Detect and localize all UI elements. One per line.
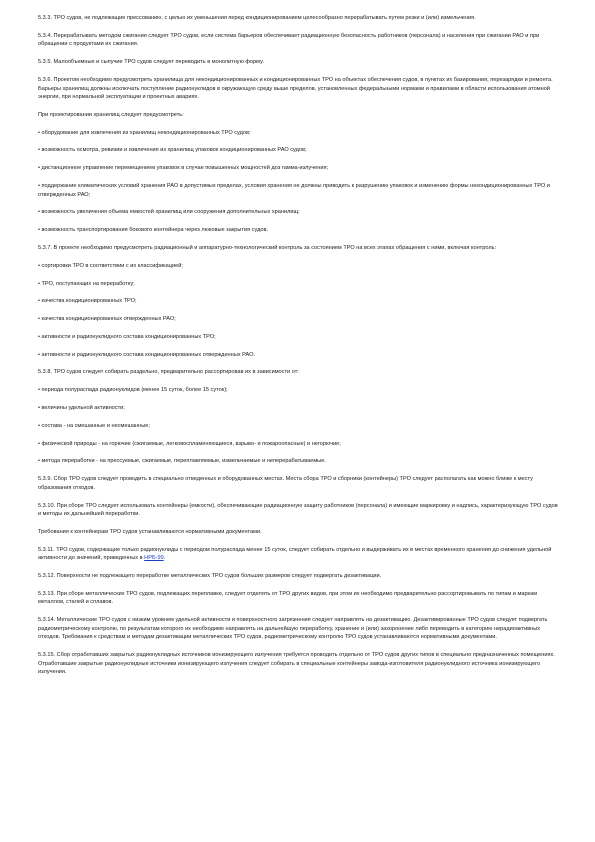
paragraph-storage-intro (38, 111, 559, 120)
paragraph-text: 5.3.3. ТРО судов, не подлежащие прессованию, с целью их уменьшения перед кондиционированием целесообразно перерабатывать путем резки и (или) измельчения. (38, 15, 476, 21)
paragraph-text: 5.3.7. В проекте необходимо предусмотреть радиационный и аппаратурно-технологический контроль за состоянием ТРО на всех этапах обращения с ними, включая контроль: (38, 244, 497, 251)
paragraph-5-3-8 (38, 368, 559, 377)
list-item (38, 457, 559, 466)
list-item-text: • метода переработки - на прессуемые, сжигаемые, переплавляемые, измельчаемые и неперерабатываемые. (38, 458, 326, 465)
paragraph-5-3-11 (38, 546, 559, 563)
list-item (38, 351, 559, 360)
list-item (38, 404, 559, 413)
list-item-text: • дистанционное управление перемещением упаковок в случае повышенных мощностей доз гамма-излучения; (38, 165, 329, 172)
paragraph-container-requirements (38, 528, 559, 537)
paragraph-5-3-7 (38, 244, 559, 253)
paragraph-5-3-6 (38, 76, 559, 102)
paragraph-text: 5.3.9. Сбор ТРО судов следует проводить в специально отведенных и оборудованных местах. Места сбора ТРО и сборники (контейнеры) ТРО следует располагать как можно ближе к месту образования отходов. (38, 476, 533, 491)
paragraph-text: 5.3.10. При сборе ТРО следует использовать контейнеры (емкости), обеспечивающие радиационную защиту работников (персонала) и имеющие маркировку и надпись, характеризующую ТРО судов и методы их дальнейшей переработки. (38, 502, 558, 518)
list-item-text: • активности и радионуклидного состава кондиционированных ТРО; (38, 333, 216, 340)
list-item-text: • поддержание климатических условий хранения РАО в допустимых пределах, условия хранения не должны приводить к разрушению упаковок и изменению формы некондиционированных ТРО и отвержденных РАО; (38, 183, 550, 198)
list-item (38, 386, 559, 395)
paragraph-5-3-5 (38, 58, 559, 67)
list-item-text: • физической природы - на горючие (сжигаемые, легковоспламеняющиеся, взрыво- и пожароопасные) и негорючие; (38, 440, 341, 447)
paragraph-5-3-3 (38, 14, 559, 23)
paragraph-5-3-13 (38, 590, 559, 607)
paragraph-text: 5.3.15. Сбор отработавших закрытых радионуклидных источников ионизирующего излучения требуется проводить отдельно от ТРО судов других типов в специально предназначенных помещениях. Отработавшие закрытые радионуклидные источники ионизирующего излучения следует собирать в специальные контейнеры завода-изготовителя радионуклидного источника ионизирующего излучения. (38, 652, 555, 676)
list-item (38, 315, 559, 324)
list-item (38, 333, 559, 342)
list-item (38, 422, 559, 431)
paragraph-text: Требования к контейнерам ТРО судов устанавливаются нормативными документами. (38, 528, 262, 535)
paragraph-tail: . (163, 555, 166, 562)
list-item (38, 129, 559, 138)
paragraph-5-3-14 (38, 616, 559, 642)
paragraph-5-3-12 (38, 572, 559, 581)
paragraph-text: При проектировании хранилищ следует предусмотреть: (38, 111, 184, 118)
paragraph-text: 5.3.13. При сборе металлических ТРО судов, подлежащих переплавке, следует отделять от ТРО других видов, при этом их необходимо предварительно рассортировывать по типам и маркам металлов, сталей и сплавов. (38, 590, 538, 606)
list-item-text: • качества кондиционированных ТРО; (38, 298, 137, 305)
list-item-text: • возможность увеличения объема емкостей хранилищ или сооружения дополнительных хранилищ; (38, 209, 300, 216)
list-item (38, 297, 559, 306)
paragraph-text: 5.3.8. ТРО судов следует собирать раздельно, предварительно рассортировав их в зависимости от: (38, 369, 299, 376)
list-item-text: • периода полураспада радионуклидов (менее 15 суток, более 15 суток); (38, 387, 228, 394)
list-item-text: • ТРО, поступающих на переработку; (38, 280, 135, 287)
paragraph-5-3-10 (38, 502, 559, 519)
list-item-text: • оборудование для извлечения из хранилищ некондиционированных ТРО судов; (38, 129, 251, 136)
nrb-99-link[interactable]: НРБ-99 (144, 555, 164, 562)
paragraph-text: 5.3.4. Перерабатывать методом сжигания следует ТРО судов, если система барьеров обеспечивает радиационную безопасность работников (персонала) и населения при сжигании РАО и при обращении с продуктами их сжигания. (38, 32, 540, 48)
list-item (38, 280, 559, 289)
list-item-text: • величины удельной активности; (38, 405, 125, 411)
paragraph-5-3-15 (38, 651, 559, 677)
list-item (38, 440, 559, 449)
list-item-text: • возможность транспортирования бокового контейнера через люковые закрытия судов. (38, 227, 268, 234)
paragraph-text: 5.3.5. Малообъемные и сыпучие ТРО судов следует переводить в монолитную форму. (38, 59, 264, 66)
list-item (38, 146, 559, 155)
list-item-text: • состава - на смешанные и несмешанные; (38, 422, 150, 429)
paragraph-5-3-4 (38, 32, 559, 49)
list-item (38, 208, 559, 217)
list-item (38, 164, 559, 173)
paragraph-text: 5.3.6. Проектом необходимо предусмотреть хранилища для некондиционированных и кондиционированных ТРО на объектах обеспечения судов, в пунктах их базирования, перезарядки и ремонта. Барьеры хранилищ должны исключать поступление радионуклидов в окружающую среду выше пределов, установленных федеральными нормами и правилами в области использования атомной энергии, при нормальной эксплуатации и проектных авариях. (38, 76, 553, 101)
list-item (38, 182, 559, 199)
paragraph-5-3-9 (38, 475, 559, 492)
list-item-text: • активности и радионуклидного состава кондиционированных отвержденных РАО. (38, 351, 255, 358)
paragraph-text: 5.3.14. Металлические ТРО судов с низким уровнем удельной активности и поверхностного загрязнения следует направлять на дезактивацию. Дезактивированные ТРО судов следует подвергать радиометрическому контролю, по результатам которого их необходимо направлять на дальнейшую переработку, хранение и (или) захоронение либо переводить в категорию нерадиоактивных отходов. Требования к средствам и методам дезактивации металлических ТРО судов, радиометрическому контролю ТРО судов устанавливаются нормативными документами. (38, 617, 548, 641)
list-item-text: • возможность осмотра, ревизии и извлечения из хранилищ упаковок кондиционированных РАО судов; (38, 147, 307, 154)
list-item-text: • качества кондиционированных отвержденных РАО; (38, 316, 176, 323)
paragraph-text: 5.3.12. Поверхности не подлежащего переработке металлических ТРО судов больших размеров следует подвергать дезактивации. (38, 573, 382, 580)
paragraph-text: 5.3.11. ТРО судов, содержащие только радионуклиды с периодом полураспада менее 15 суток, следует собирать отдельно и выдерживать их в местах временного хранения до снижения удельной активности до значений, приведенных в (38, 546, 552, 562)
list-item (38, 226, 559, 235)
list-item-text: • сортировки ТРО в соответствии с их классификацией; (38, 262, 183, 269)
list-item (38, 262, 559, 271)
